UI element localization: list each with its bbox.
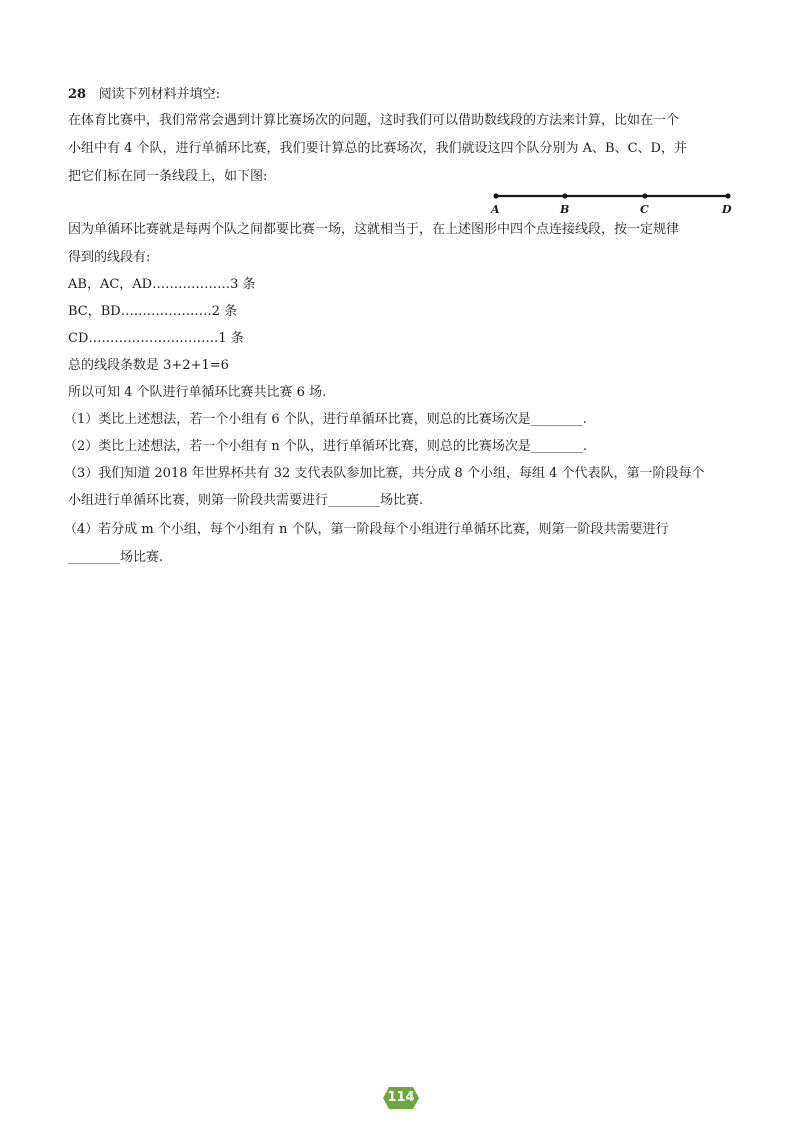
explain-line-1: 因为单循环比赛就是每两个队之间都要比赛一场，这就相当于，在上述图形中四个点连接线段，按一定规律 — [68, 222, 680, 237]
segment-diagram-svg — [486, 186, 736, 220]
sub-question-3-line-1: （3）我们知道 2018 年世界杯共有 32 支代表队参加比赛，共分成 8 个小组，每组 4 个代表队，第一阶段每个 — [64, 466, 705, 481]
intro-line-1: 在体育比赛中，我们常常会遇到计算比赛场次的问题，这时我们可以借助数线段的方法来计算，比如在一个 — [68, 113, 680, 128]
sub-question-4-line-2: ________场比赛. — [68, 550, 164, 565]
sub-question-3-line-2: 小组进行单循环比赛，则第一阶段共需要进行________场比赛. — [68, 493, 424, 508]
point-c-dot — [642, 193, 647, 198]
page-number-badge — [383, 1087, 419, 1109]
intro-line-2: 小组中有 4 个队，进行单循环比赛，我们要计算总的比赛场次，我们就设这四个队分别为 A、B、C、D，并 — [68, 141, 687, 156]
point-c-label: C — [640, 203, 649, 216]
conclusion-line: 所以可知 4 个队进行单循环比赛共比赛 6 场. — [68, 385, 327, 400]
total-line: 总的线段条数是 3+2+1=6 — [68, 358, 229, 373]
list-item-bc-bd: BC，BD…………………2 条 — [68, 304, 238, 319]
point-b-dot — [562, 193, 567, 198]
segment-diagram — [486, 186, 736, 220]
point-a-label: A — [491, 203, 500, 216]
point-a-dot — [493, 193, 498, 198]
question-number: 28 — [68, 87, 87, 102]
list-item-cd: CD…………………………1 条 — [68, 331, 244, 346]
question-header — [68, 87, 220, 103]
question-title: 阅读下列材料并填空: — [98, 87, 221, 102]
list-item-ab-ac-ad: AB，AC，AD………………3 条 — [68, 277, 256, 292]
sub-question-4-line-1: （4）若分成 m 个小组，每个小组有 n 个队，第一阶段每个小组进行单循环比赛，则第一阶段共需要进行 — [64, 522, 669, 537]
sub-question-2: （2）类比上述想法，若一个小组有 n 个队，进行单循环比赛，则总的比赛场次是________. — [64, 439, 588, 454]
point-d-label: D — [722, 203, 732, 216]
intro-line-3: 把它们标在同一条线段上，如下图: — [68, 169, 268, 184]
point-b-label: B — [560, 203, 570, 216]
page-number: 114 — [387, 1090, 415, 1105]
explain-line-2: 得到的线段有: — [68, 250, 151, 265]
point-d-dot — [725, 193, 730, 198]
sub-question-1: （1）类比上述想法，若一个小组有 6 个队，进行单循环比赛，则总的比赛场次是________. — [64, 412, 587, 427]
